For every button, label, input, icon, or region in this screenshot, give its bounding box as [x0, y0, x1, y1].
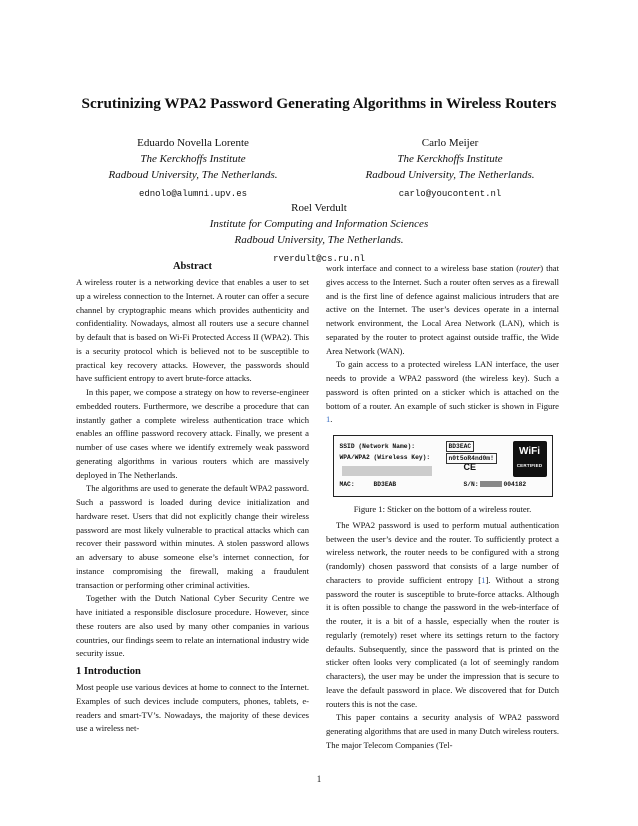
sticker-sn-value: 004182: [503, 481, 527, 488]
author-affiliation: Radboud University, The Netherlands.: [365, 169, 535, 181]
left-column: [76, 260, 309, 736]
sticker-mac-label: MAC:: [339, 481, 355, 488]
abstract-paragraph: A wireless router is a networking device that enables a user to set up a wireless connection to the Internet. A router can offer a secure channel by cryptographic means which provides authenticity and confidentiality. Nowadays, almost all routers use a secure channel by default that is based on Wi-Fi Protected Access II (WPA2). This is a security protocol which is believed not to be susceptible to practical key recovery attacks. However, the passwords should have sufficient entropy to avert brute-force attacks.: [76, 277, 309, 384]
author-block-3: [119, 200, 519, 267]
body-paragraph: To gain access to a protected wireless LAN interface, the user needs to provide a WPA2 password (the wireless key). Such a password is often printed on a sticker which is attached on the bottom of a router. An example of such sticker is shown in Figure 1.: [326, 359, 559, 425]
abstract-heading: Abstract: [172, 261, 213, 272]
author-affiliation: Radboud University, The Netherlands.: [108, 169, 278, 181]
ce-mark-icon: CE: [463, 462, 477, 472]
author-affiliation: Institute for Computing and Information Sciences: [209, 218, 429, 230]
sticker-sn-redaction: [480, 481, 502, 487]
author-block-2: [325, 135, 575, 202]
citation-link[interactable]: 1: [481, 574, 486, 585]
author-name: Roel Verdult: [291, 202, 347, 214]
sticker-sn-label: S/N:: [463, 481, 479, 488]
paper-title: Scrutinizing WPA2 Password Generating Algorithms in Wireless Routers: [81, 95, 557, 112]
author-name: Carlo Meijer: [421, 137, 479, 149]
sticker-mac-value: BD3EAB: [373, 481, 397, 488]
right-column: [326, 262, 559, 753]
abstract-paragraph: In this paper, we compose a strategy on how to reverse-engineer embedded routers. Furthermore, we describe a procedure that can instantly gather a complete wireless authentication trace which enables an offline password recovery attack. Finally, we present a number of use cases where we identify extremely weak password generating algorithms in various routers which are massively deployed in The Netherlands.: [76, 387, 309, 480]
figure-caption: Figure 1: Sticker on the bottom of a wireless router.: [353, 504, 532, 514]
wifi-certified-logo-icon: WiFi CERTIFIED: [513, 441, 547, 477]
figure-reference-link[interactable]: 1: [326, 414, 331, 425]
body-paragraph: Most people use various devices at home to connect to the Internet. Examples of such devices include computers, phones, tablets, e-readers and smart-TV’s. Nowadays, the majority of these devices use a wireless net-: [76, 682, 309, 734]
author-affiliation: Radboud University, The Netherlands.: [234, 234, 404, 246]
author-name: Eduardo Novella Lorente: [137, 137, 249, 149]
router-sticker-image: [333, 435, 553, 497]
author-affiliation: The Kerckhoffs Institute: [397, 153, 503, 165]
author-email: carlo@youcontent.nl: [398, 189, 502, 199]
body-paragraph: The WPA2 password is used to perform mutual authentication between the user’s device and the router. To sufficiently protect a wireless network, the router needs to be configured with a strong (randomly) chosen password that consists of a large number of characters to provide sufficient entropy [1]. Without a strong password the router is susceptible to brute-force attacks. Although it is often possible to change the password in the web-interface of the router, it is a bit of a hassle, especially when the router is regularly (remotely) reset where its settings return to the factory defaults. Subsequently, since the password that is printed on the sticker often looks very complicated (a lot of seemingly random characters), the user may be under the impression that is secure to leave the default password in place. We discovered that for Dutch routers this is not the case.: [326, 519, 559, 709]
author-block-1: [68, 135, 318, 202]
sticker-wpa-value: n0t5oR4nd0m!: [446, 453, 497, 464]
sticker-ssid-label: SSID (Network Name):: [339, 443, 416, 450]
sticker-ssid-value: BD3EAC: [446, 441, 475, 452]
body-paragraph: This paper contains a security analysis of WPA2 password generating algorithms that are used in many Dutch wireless routers. The major Telecom Companies (Tel-: [326, 712, 559, 750]
author-email: ednolo@alumni.upv.es: [138, 189, 248, 199]
page-number: 1: [316, 774, 322, 784]
author-affiliation: The Kerckhoffs Institute: [140, 153, 246, 165]
figure-1: [326, 435, 559, 517]
body-paragraph: work interface and connect to a wireless base station (router) that gives access to the Internet. Such a router often serves as a firewall and is the first line of defence against malicious intruders that are active on the Internet. The user’s devices operate in a internal network environment, the Local Area Network (LAN), which is separated by the router to protect against outside traffic, the Wide Area Network (WAN).: [326, 263, 559, 356]
sticker-wpa-label: WPA/WPA2 (Wireless Key):: [339, 454, 431, 461]
abstract-paragraph: Together with the Dutch National Cyber Security Centre we have initiated a responsible disclosure procedure. However, since these routers are also used by many other companies in various countries, our findings seem to relate an international industry wide security issue.: [76, 593, 309, 659]
section-heading-introduction: 1 Introduction: [76, 666, 141, 677]
author-email: rverdult@cs.ru.nl: [273, 254, 365, 264]
abstract-paragraph: The algorithms are used to generate the default WPA2 password. Such a password is loaded during device initialization and hardware reset. Users that did not explicitly change their wireless password are most likely vulnerable to practical attacks which can recover their password within minutes. A stolen password allows an adversary to abuse someone else’s internet connection, for instance compromising the firewall, making a fraudulent transaction or performing other criminal activities.: [76, 483, 309, 590]
sticker-barcode-area: [342, 466, 432, 476]
